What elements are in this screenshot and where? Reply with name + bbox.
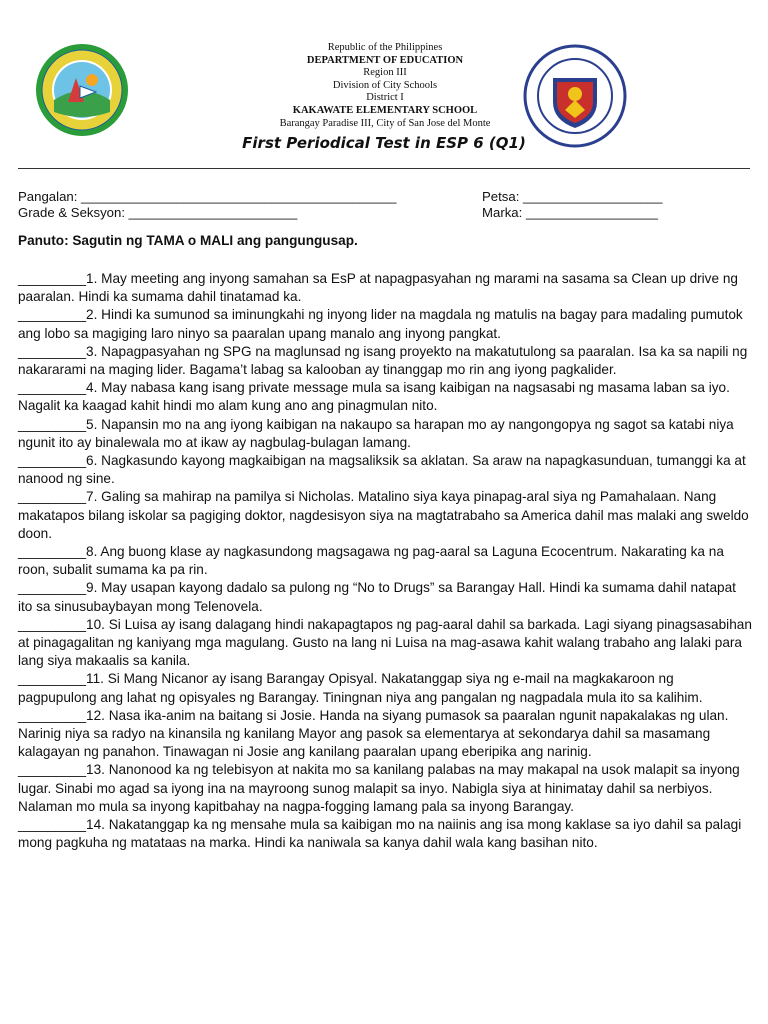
question-item <box>18 579 754 615</box>
answer-blank[interactable]: _________ <box>18 380 87 396</box>
letterhead <box>230 42 540 130</box>
question-item <box>18 343 754 379</box>
question-list <box>18 270 754 853</box>
date-field[interactable]: Petsa: ___________________ <box>482 189 663 204</box>
question-text: 7. Galing sa mahirap na pamilya si Nicholas. Matalino siya kaya pinapag-aral siya ng Pamahalaan. Nang makatapos bilang iskolar sa pagiging doktor, nagdesisyon siya na magtatrabaho sa America dahil mas malaki ang sweldo doon. <box>18 489 749 541</box>
department-line: DEPARTMENT OF EDUCATION <box>306 54 464 66</box>
question-text: 2. Hindi ka sumunod sa iminungkahi ng inyong lider na magdala ng matulis na bagay para madaling pumutok ang lobo sa magiging laro ninyo sa paaralan upang manalo ang inyong pangkat. <box>18 307 743 341</box>
divider <box>18 168 750 169</box>
question-text: 6. Nagkasundo kayong magkaibigan na magsaliksik sa aklatan. Sa araw na napagkasunduan, tumanggi ka at nanood ng sine. <box>18 453 746 487</box>
school-address: Barangay Paradise III, City of San Jose del Monte <box>279 117 491 129</box>
answer-blank[interactable]: _________ <box>18 307 87 323</box>
answer-blank[interactable]: _________ <box>18 271 87 286</box>
answer-blank[interactable]: _________ <box>18 343 87 359</box>
answer-blank[interactable]: _________ <box>18 616 87 632</box>
region-line: Region III <box>363 67 407 79</box>
question-text: 13. Nanonood ka ng telebisyon at nakita mo sa kanilang palabas na may makapal na usok malapit sa inyong lugar. Sinabi mo agad sa iyong ina na mayroong sunog malapit sa inyo. Nabigla siya at hinimatay dahil sa nerbiyos. Nalaman mo mula sa inyong kapitbahay na nagpa-fogging lamang pala sa inyong Barangay. <box>18 762 740 814</box>
question-text: 1. May meeting ang inyong samahan sa EsP at napagpasyahan ng marami na sasama sa Clean up drive ng paaralan. Hindi ka sumama dahil tinatamad ka. <box>18 271 738 305</box>
district-line: District I <box>366 92 404 104</box>
answer-blank[interactable]: _________ <box>18 416 87 432</box>
answer-blank[interactable]: _________ <box>18 671 87 687</box>
question-item <box>18 707 754 762</box>
answer-blank[interactable]: _________ <box>18 707 87 723</box>
question-item <box>18 488 754 543</box>
question-text: 4. May nabasa kang isang private message mula sa isang kaibigan na nagsasabi ng masama laban sa iyo. Nagalit ka kaagad kahit hindi mo alam kung ano ang pinagmulan nito. <box>18 380 730 414</box>
school-seal-logo <box>34 42 130 138</box>
question-text: 12. Nasa ika-anim na baitang si Josie. Handa na siyang pumasok sa paaralan ngunit napakalakas ng ulan. Narinig niya sa radyo na kinansila ng kanilang Mayor ang pasok sa elementarya at sekondarya dahil sa masamang kalagayan ng panahon. Tinawagan ni Josie ang kanilang paaralan upang eberipika ang narinig. <box>18 707 729 760</box>
question-item <box>18 670 754 706</box>
question-item <box>18 816 754 852</box>
question-item <box>18 416 754 452</box>
answer-blank[interactable]: _________ <box>18 453 87 469</box>
question-text: 14. Nakatanggap ka ng mensahe mula sa kaibigan mo na naiinis ang isa mong kaklase sa iyo dahil sa palagi mong pagkuha ng matataas na marka. Hindi ka naniwala sa kanya dahil wala kang basihan nito. <box>18 817 742 851</box>
question-item <box>18 761 754 816</box>
score-field[interactable]: Marka: __________________ <box>482 205 658 220</box>
question-item <box>18 379 754 415</box>
republic-line: Republic of the Philippines <box>327 42 443 53</box>
question-item <box>18 452 754 488</box>
question-text: 3. Napagpasyahan ng SPG na maglunsad ng isang proyekto na makatutulong sa paaralan. Isa ka sa napili ng nakararami na maging lider. Bagama’t labag sa kalooban ay tinanggap mo rin ang iyong pagkalider. <box>18 343 748 378</box>
question-text: 10. Si Luisa ay isang dalagang hindi nakapagtapos ng pag-aaral dahil sa barkada. Lagi siyang pinagsasabihan at pinagagalitan ng kaniyang mga magulang. Gusto na lang ni Luisa na mag-asawa kahit walang trabaho ang lalaki para lang siya makaalis sa kanila. <box>18 616 752 669</box>
page-title: First Periodical Test in ESP 6 (Q1) <box>242 134 526 152</box>
name-field[interactable]: Pangalan: ___________________________________________ <box>18 189 397 204</box>
question-item <box>18 306 754 342</box>
division-line: Division of City Schools <box>332 79 438 91</box>
question-text: 8. Ang buong klase ay nagkasundong magsagawa ng pag-aaral sa Laguna Ecocentrum. Nakarating ka na roon, subalit sumama ka pa rin. <box>18 544 724 578</box>
answer-blank[interactable]: _________ <box>18 817 87 833</box>
answer-blank[interactable]: _________ <box>18 489 87 505</box>
grade-section-field[interactable]: Grade & Seksyon: _______________________ <box>18 205 298 220</box>
question-item <box>18 616 754 671</box>
answer-blank[interactable]: _________ <box>18 544 87 560</box>
answer-blank[interactable]: _________ <box>18 762 87 778</box>
question-item <box>18 543 754 579</box>
question-text: 11. Si Mang Nicanor ay isang Barangay Opisyal. Nakatanggap siya ng e-mail na magkakaroon ng pagpupulong ang lahat ng opisyales ng Barangay. Tiningnan niya ang pangalan ng nagpadala mula ito sa kalihim. <box>18 671 703 705</box>
instructions: Panuto: Sagutin ng TAMA o MALI ang pangungusap. <box>18 233 358 248</box>
question-text: 9. May usapan kayong dadalo sa pulong ng “No to Drugs” sa Barangay Hall. Hindi ka sumama dahil natapat ito sa sinusubaybayan mong Telenovela. <box>18 580 736 614</box>
question-text: 5. Napansin mo na ang iyong kaibigan na nakaupo sa harapan mo ay nangongopya ng sagot sa katabi niya ngunit ito ay binalewala mo at ikaw ay nagbulag-bulagan lamang. <box>18 416 734 450</box>
answer-blank[interactable]: _________ <box>18 580 87 596</box>
school-name: KAKAWATE ELEMENTARY SCHOOL <box>292 104 478 116</box>
question-item <box>18 270 754 306</box>
